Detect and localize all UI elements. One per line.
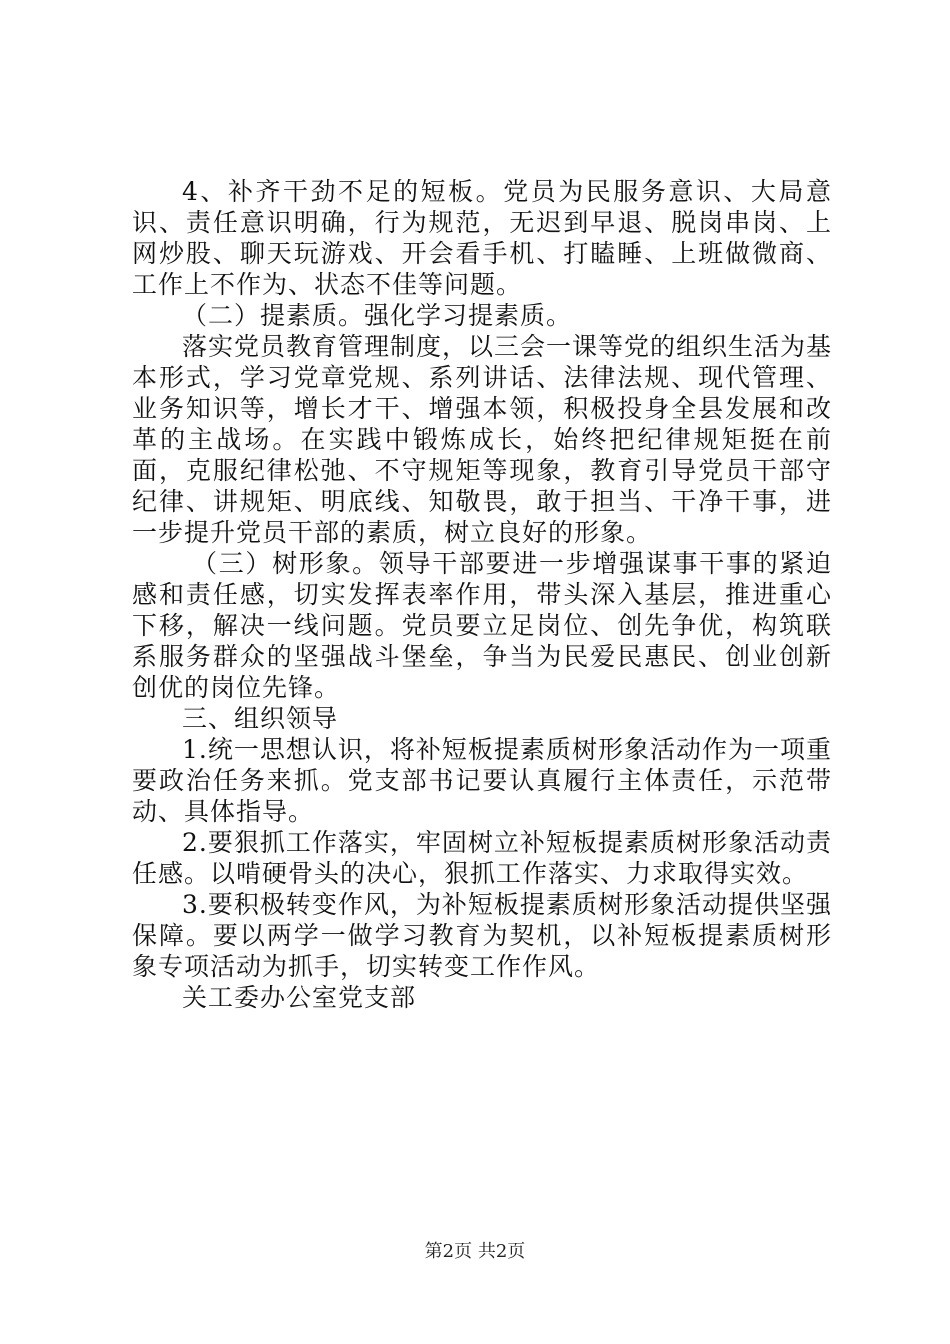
paragraph-item-2: 2.要狠抓工作落实，牢固树立补短板提素质树形象活动责任感。以啃硬骨头的决心，狠抓工作落实、力求取得实效。 [132,828,832,888]
paragraph-education-management: 落实党员教育管理制度，以三会一课等党的组织生活为基本形式，学习党章党规、系列讲话、法律法规、现代管理、业务知识等，增长才干、增强本领，积极投身全县发展和改革的主战场。在实践中锻炼成长，始终把纪律规矩挺在前面，克服纪律松弛、不守规矩等现象，教育引导党员干部守纪律、讲规矩、明底线、知敬畏，敢于担当、干净干事，进一步提升党员干部的素质，树立良好的形象。 [132,332,833,547]
signature: 关工委办公室党支部 [182,983,417,1012]
paragraph-item-1: 1.统一思想认识，将补短板提素质树形象活动作为一项重要政治任务来抓。党支部书记要认真履行主体责任，示范带动、具体指导。 [132,735,832,826]
paragraph-item-3: 3.要积极转变作风，为补短板提素质树形象活动提供坚强保障。要以两学一做学习教育为契机，以补短板提素质树形象专项活动为抓手，切实转变工作作风。 [132,890,832,981]
document-body [132,176,832,1013]
section-heading-improve-quality: （二）提素质。强化学习提素质。 [182,301,573,330]
section-heading-organization: 三、组织领导 [182,704,339,733]
page-number-footer: 第2页 共2页 [424,1241,526,1262]
paragraph-build-image: （三）树形象。领导干部要进一步增强谋事干事的紧迫感和责任感，切实发挥表率作用，带头深入基层，推进重心下移，解决一线问题。党员要立足岗位、创先争优，构筑联系服务群众的坚强战斗堡垒，争当为民爱民惠民、创业创新创优的岗位先锋。 [132,549,832,702]
paragraph-shortboard-4: 4、补齐干劲不足的短板。党员为民服务意识、大局意识、责任意识明确，行为规范，无迟到早退、脱岗串岗、上网炒股、聊天玩游戏、开会看手机、打瞌睡、上班做微商、工作上不作为、状态不佳等问题。 [132,177,832,299]
